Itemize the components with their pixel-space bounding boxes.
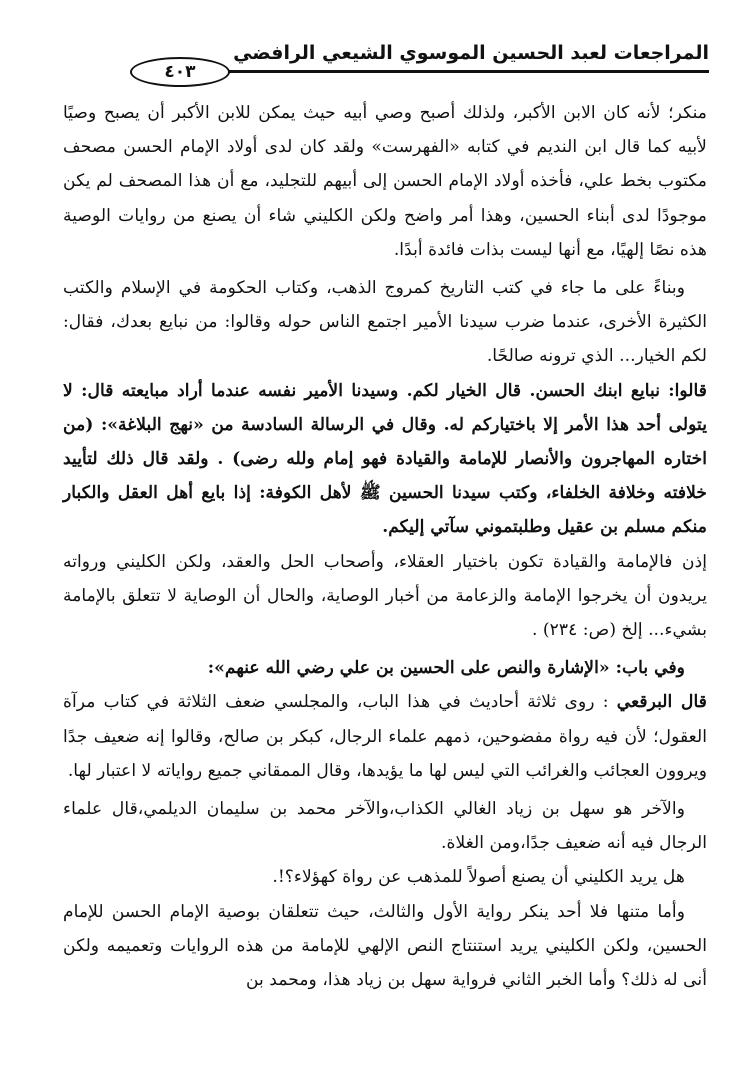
paragraph (63, 685, 707, 788)
paragraph: قالوا: نبايع ابنك الحسن. قال الخيار لكم. وسيدنا الأمير نفسه عندما أراد مبايعته قال: لا يتولى أحد هذا الأمر إلا باختياركم له. وقال في الرسالة السادسة من «نهج البلاغة»: (من اختاره المهاجرون والأنصار للإمامة والقيادة فهو إمام ولله رضى) . ولقد قال ذلك لتأييد خلافته وخلافة الخلفاء، وكتب سيدنا الحسين ﷺ لأهل الكوفة: إذا بايع أهل العقل والكبار منكم مسلم بن عقيل وطلبتموني سآتي إليكم. (63, 380, 707, 538)
paragraph: إذن فالإمامة والقيادة تكون باختيار العقلاء، وأصحاب الحل والعقد، ولكن الكليني ورواته يريدون أن يخرجوا الإمامة والزعامة من أخبار الوصاية، والحال أن الوصاية لا تتعلق بالإمامة بشيء... إلخ (ص: ٢٣٤) . (63, 551, 707, 641)
page-header (100, 40, 709, 90)
paragraph: والآخر هو سهل بن زياد الغالي الكذاب،والآخر محمد بن سليمان الديلمي،قال علماء الرجال فيه أنه ضعيف جدًا،ومن الغلاة. (63, 799, 707, 854)
paragraph: هل يريد الكليني أن يصنع أصولاً للمذهب عن رواة كهؤلاء؟!. (272, 867, 685, 888)
body-text (63, 96, 707, 997)
paragraph: وبناءً على ما جاء في كتب التاريخ كمروج الذهب، وكتاب الحكومة في الإسلام والكتب الكثيرة الأخرى، عندما ضرب سيدنا الأمير اجتمع الناس حوله وقالوا: من نبايع بعدك، فقال: لكم الخيار... الذي ترونه صالحًا. (63, 278, 707, 367)
page-number: ٤٠٣ (130, 57, 230, 87)
speaker-label: قال البرقعي (616, 692, 707, 713)
section-heading: وفي باب: «الإشارة والنص على الحسين بن علي رضي الله عنهم»: (207, 658, 685, 679)
paragraph-text: : روى ثلاثة أحاديث في هذا الباب، والمجلسي ضعف الثلاثة في كتاب مرآة العقول؛ لأن فيه رواة مفضوحين، ذمهم علماء الرجال، كبكر بن صالح، وقالوا إنه ضعيف جدًا ويروون العجائب والغرائب التي ليس لها ما يؤيدها، وقال الممقاني جميع رواياته لا اعتبار لها. (63, 692, 707, 781)
paragraph: وأما متنها فلا أحد ينكر رواية الأول والثالث، حيث تتعلقان بوصية الإمام الحسن للإمام الحسين، ولكن الكليني يريد استنتاج النص الإلهي للإمامة من هذه الروايات وتعميمه ولكن أنى له ذلك؟ وأما الخبر الثاني فرواية سهل بن زياد هذا، ومحمد بن (63, 901, 707, 991)
paragraph: منكر؛ لأنه كان الابن الأكبر، ولذلك أصبح وصي أبيه حيث يمكن للابن الأكبر أن يصبح وصيًا لأبيه كما قال ابن النديم في كتابه «الفهرست» ولقد كان لدى أولاد الإمام الحسن مصحف مكتوب بخط علي، فأخذه أولاد الإمام الحسن إلى أبيهم للتجليد، مع أن هذا المصحف لم يكن موجودًا لدى أبناء الحسين، وهذا أمر واضح ولكن الكليني شاء أن يصنع من روايات الوصية هذه نصًا إلهيًا، مع أنها ليست بذات فائدة أبدًا. (63, 103, 707, 260)
running-title: المراجعات لعبد الحسين الموسوي الشيعي الرافضي (233, 42, 709, 64)
header-rule (198, 70, 709, 73)
